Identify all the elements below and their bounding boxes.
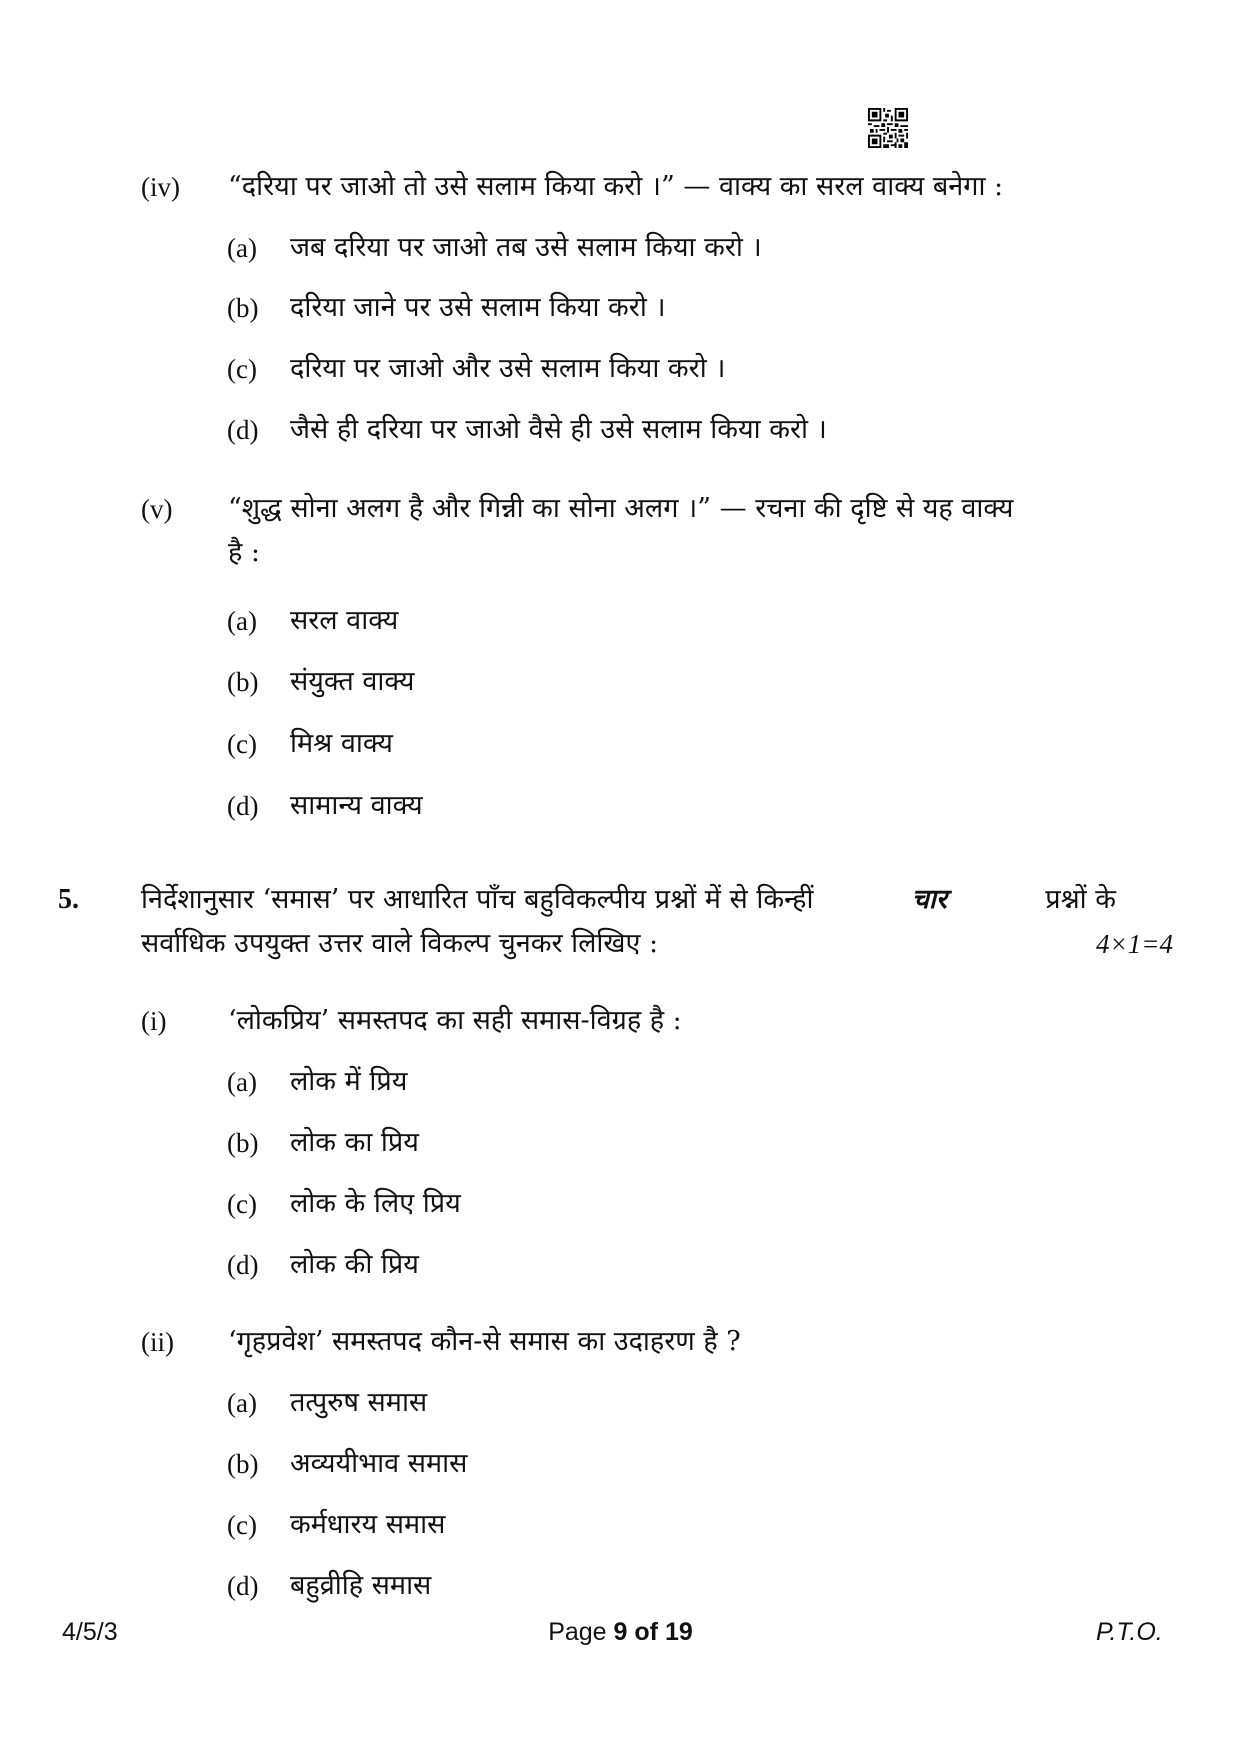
option-text: दरिया पर जाओ और उसे सलाम किया करो ।: [290, 353, 726, 384]
page-footer: [0, 1618, 1241, 1658]
option-text: लोक की प्रिय: [290, 1249, 419, 1280]
question-number: (v): [141, 494, 173, 524]
option-text: दरिया जाने पर उसे सलाम किया करो ।: [290, 292, 666, 323]
option-label: (d): [227, 791, 259, 821]
option-text: सरल वाक्य: [290, 605, 399, 636]
intro-emphasis: चार: [911, 884, 947, 915]
option-label: (d): [227, 1571, 259, 1601]
option-text: बहुव्रीहि समास: [290, 1570, 432, 1601]
option-label: (d): [227, 415, 259, 445]
question-text: “दरिया पर जाओ तो उसे सलाम किया करो ।” — वाक्य का सरल वाक्य बनेगा :: [228, 171, 1004, 202]
option-text: लोक के लिए प्रिय: [290, 1188, 461, 1219]
option-label: (b): [227, 293, 259, 323]
option-text: लोक में प्रिय: [290, 1066, 408, 1097]
question-text-line1: “शुद्ध सोना अलग है और गिन्नी का सोना अलग ।” — रचना की दृष्टि से यह वाक्य: [228, 493, 1014, 524]
option-label: (c): [227, 1510, 257, 1540]
question-text-line2: है :: [228, 537, 261, 568]
option-text: तत्पुरुष समास: [290, 1387, 428, 1418]
option-label: (a): [227, 1067, 257, 1097]
question-number: 5.: [58, 884, 79, 915]
page-prefix: Page: [548, 1618, 607, 1646]
option-text: लोक का प्रिय: [290, 1127, 419, 1158]
qr-code-icon: [868, 108, 908, 148]
page-of: of: [634, 1618, 659, 1646]
option-text: मिश्र वाक्य: [290, 728, 393, 759]
option-label: (c): [227, 354, 257, 384]
option-label: (c): [227, 1189, 257, 1219]
page-number: [0, 1618, 1241, 1647]
pto-label: P.T.O.: [1096, 1618, 1163, 1646]
option-text: जैसे ही दरिया पर जाओ वैसे ही उसे सलाम किया करो ।: [290, 414, 827, 445]
option-text: संयुक्त वाक्य: [290, 666, 415, 697]
option-label: (a): [227, 1388, 257, 1418]
question-number: (ii): [141, 1327, 174, 1357]
option-label: (b): [227, 1449, 259, 1479]
option-label: (c): [227, 729, 257, 759]
marks-allocation: 4×1=4: [1096, 929, 1173, 959]
option-label: (a): [227, 606, 257, 636]
option-label: (b): [227, 1128, 259, 1158]
question-text: ‘गृहप्रवेश’ समस्तपद कौन-से समास का उदाहरण है ?: [228, 1326, 741, 1357]
intro-part2: प्रश्नों के: [1045, 884, 1116, 915]
option-label: (a): [227, 233, 257, 263]
question-number: (iv): [141, 172, 180, 202]
question-text: ‘लोकप्रिय’ समस्तपद का सही समास-विग्रह है :: [228, 1005, 682, 1036]
paper-code: 4/5/3: [62, 1618, 118, 1646]
option-text: कर्मधारय समास: [290, 1509, 446, 1540]
page-total: 19: [664, 1618, 693, 1646]
option-text: अव्ययीभाव समास: [290, 1448, 468, 1479]
question-intro-line2: सर्वाधिक उपयुक्त उत्तर वाले विकल्प चुनकर लिखिए :: [141, 928, 659, 959]
question-number: (i): [141, 1006, 167, 1036]
option-label: (b): [227, 667, 259, 697]
option-text: जब दरिया पर जाओ तब उसे सलाम किया करो ।: [290, 232, 762, 263]
intro-part1: निर्देशानुसार ‘समास’ पर आधारित पाँच बहुविकल्पीय प्रश्नों में से किन्हीं: [141, 884, 814, 915]
page-current: 9: [613, 1618, 628, 1646]
option-label: (d): [227, 1250, 259, 1280]
option-text: सामान्य वाक्य: [290, 790, 423, 821]
